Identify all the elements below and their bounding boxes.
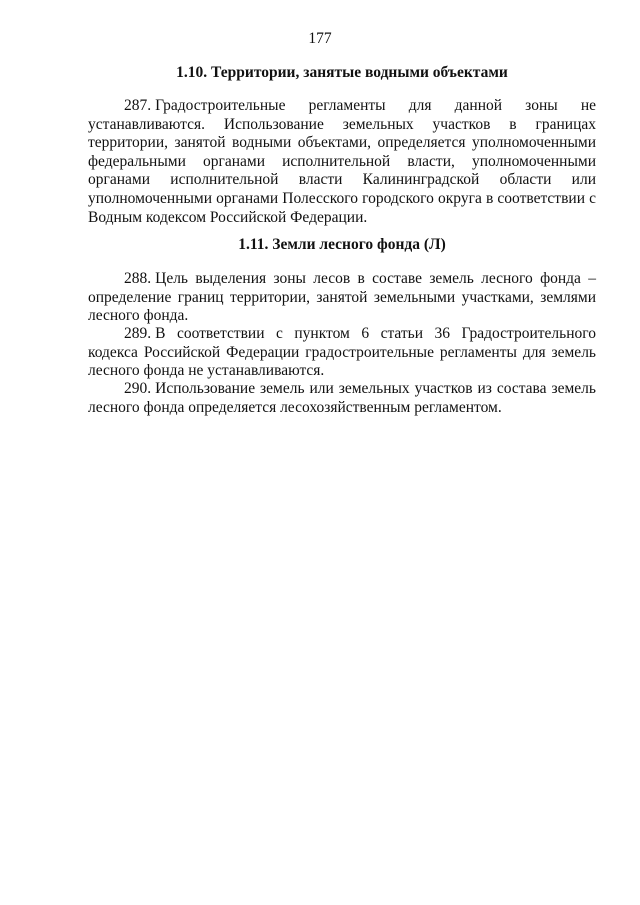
section-heading-1-10: 1.10. Территории, занятые водными объектами [176, 64, 508, 81]
paragraph-289 [88, 325, 596, 381]
paragraph-290 [88, 380, 596, 417]
paragraph-287 [88, 97, 596, 227]
paragraph-text: Градостроительные регламенты для данной зоны не устанавливаются. Использование земельных участков в границах территории, занятой водными объектами, определяется уполномоченными федеральными органами исполнительной власти, уполномоченными органами исполнительной власти Калининградской области или уполномоченными органами Полесского городского округа в соответствии с Водным кодексом Российской Федерации. [88, 97, 596, 226]
paragraph-number: 287. [124, 97, 152, 114]
paragraph-text: Цель выделения зоны лесов в составе земель лесного фонда – определение границ территории, занятой земельными участками, землями лесного фонда. [88, 270, 596, 325]
paragraph-number: 289. [124, 325, 152, 342]
paragraph-288 [88, 270, 596, 326]
section-heading-1-11: 1.11. Земли лесного фонда (Л) [238, 236, 446, 253]
paragraph-number: 290. [124, 380, 152, 397]
paragraph-text: В соответствии с пунктом 6 статьи 36 Градостроительного кодекса Российской Федерации градостроительные регламенты для земель лесного фонда не устанавливаются. [88, 325, 596, 380]
page-number: 177 [308, 30, 332, 47]
paragraph-text: Использование земель или земельных участков из состава земель лесного фонда определяется лесохозяйственным регламентом. [88, 380, 596, 416]
paragraph-number: 288. [124, 270, 152, 287]
